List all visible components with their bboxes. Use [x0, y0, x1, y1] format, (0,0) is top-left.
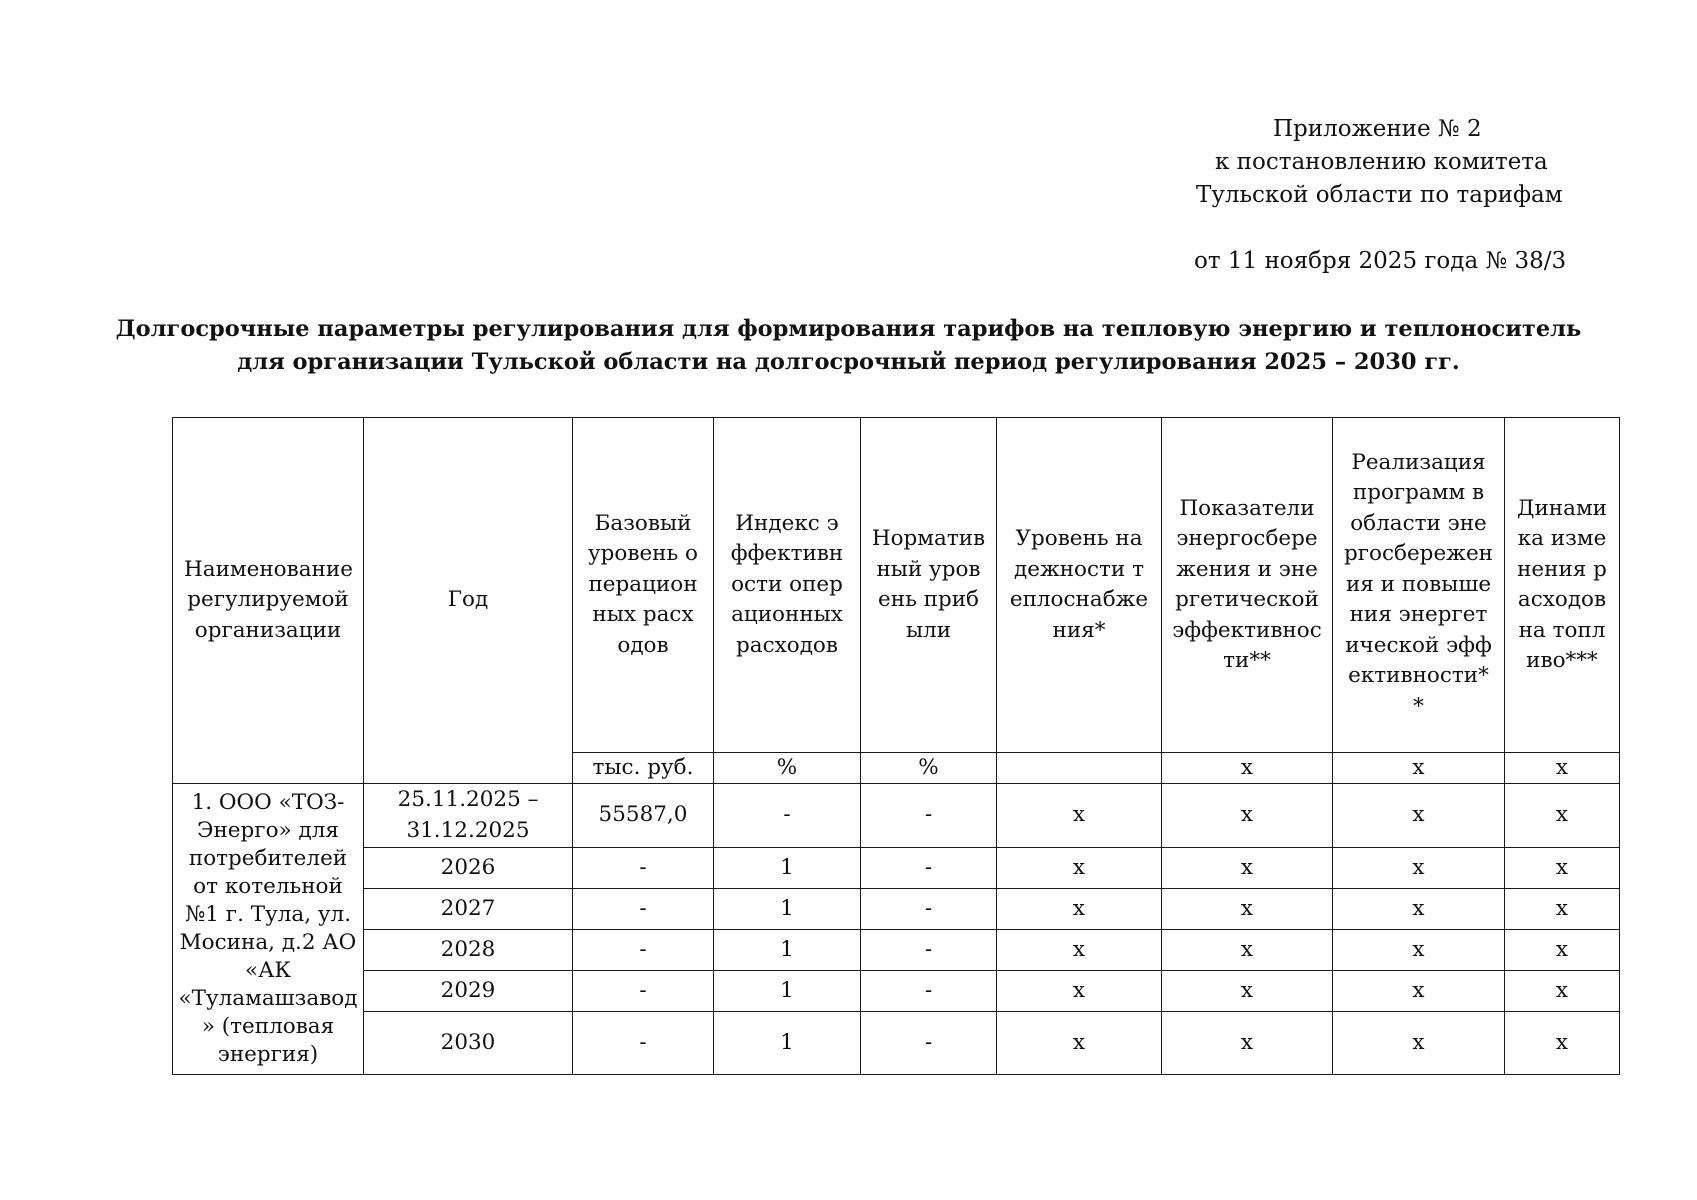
- efficiency-index-cell: 1: [714, 889, 861, 930]
- header-efficiency-index: Индекс эффективности операционных расходов: [714, 418, 861, 753]
- fuel-dynamics-cell: х: [1505, 889, 1620, 930]
- saving-programs-cell: х: [1333, 889, 1505, 930]
- efficiency-index-cell: 1: [714, 930, 861, 971]
- fuel-dynamics-cell: х: [1505, 1012, 1620, 1075]
- fuel-dynamics-cell: х: [1505, 971, 1620, 1012]
- appendix-authority: Тульской области по тарифам: [1196, 182, 1563, 208]
- reliability-cell: х: [997, 848, 1162, 889]
- base-opex-cell: -: [573, 848, 714, 889]
- unit-profit-level: %: [861, 753, 997, 784]
- table-row: [173, 930, 1620, 971]
- regulation-parameters-table: [172, 417, 1620, 1075]
- unit-energy-saving: х: [1162, 753, 1333, 784]
- saving-programs-cell: х: [1333, 930, 1505, 971]
- organization-name: 1. ООО «ТОЗ-Энерго» для потребителей от котельной №1 г. Тула, ул. Мосина, д.2 АО «АК «Туламашзавод» (тепловая энергия): [173, 784, 364, 1075]
- header-row: [173, 418, 1620, 753]
- reliability-cell: х: [997, 784, 1162, 848]
- year-cell: 2027: [364, 889, 573, 930]
- efficiency-index-cell: 1: [714, 971, 861, 1012]
- base-opex-cell: -: [573, 930, 714, 971]
- profit-level-cell: -: [861, 1012, 997, 1075]
- appendix-title: Приложение № 2: [1273, 116, 1482, 142]
- header-fuel-dynamics: Динамика изменения расходов на топливо***: [1505, 418, 1620, 753]
- saving-programs-cell: х: [1333, 1012, 1505, 1075]
- saving-programs-cell: х: [1333, 971, 1505, 1012]
- efficiency-index-cell: 1: [714, 1012, 861, 1075]
- unit-efficiency-index: %: [714, 753, 861, 784]
- appendix-reference: к постановлению комитета: [1215, 149, 1548, 175]
- appendix-date-number: от 11 ноября 2025 года № 38/3: [1194, 248, 1567, 274]
- base-opex-cell: -: [573, 889, 714, 930]
- document-title-line-1: Долгосрочные параметры регулирования для формирования тарифов на тепловую энергию и теплоноситель: [115, 316, 1582, 342]
- reliability-cell: х: [997, 889, 1162, 930]
- year-cell: 2029: [364, 971, 573, 1012]
- energy-saving-cell: х: [1162, 848, 1333, 889]
- table-row: [173, 784, 1620, 848]
- energy-saving-cell: х: [1162, 1012, 1333, 1075]
- reliability-cell: х: [997, 1012, 1162, 1075]
- saving-programs-cell: х: [1333, 848, 1505, 889]
- document-title: [0, 313, 1697, 379]
- reliability-cell: х: [997, 930, 1162, 971]
- energy-saving-cell: х: [1162, 971, 1333, 1012]
- efficiency-index-cell: -: [714, 784, 861, 848]
- unit-saving-programs: х: [1333, 753, 1505, 784]
- year-cell: 2030: [364, 1012, 573, 1075]
- table-row: [173, 1012, 1620, 1075]
- header-reliability: Уровень надежности теплоснабжения*: [997, 418, 1162, 753]
- base-opex-cell: -: [573, 1012, 714, 1075]
- profit-level-cell: -: [861, 848, 997, 889]
- year-cell: 25.11.2025 – 31.12.2025: [364, 784, 573, 848]
- header-base-opex: Базовый уровень операционных расходов: [573, 418, 714, 753]
- energy-saving-cell: х: [1162, 784, 1333, 848]
- header-profit-level: Нормативный уровень прибыли: [861, 418, 997, 753]
- table-row: [173, 971, 1620, 1012]
- saving-programs-cell: х: [1333, 784, 1505, 848]
- header-saving-programs: Реализация программ в области энергосбережения и повышения энергетической эффективности**: [1333, 418, 1505, 753]
- energy-saving-cell: х: [1162, 930, 1333, 971]
- header-organization: Наименование регулируемой организации: [173, 418, 364, 784]
- base-opex-cell: -: [573, 971, 714, 1012]
- table-row: [173, 848, 1620, 889]
- energy-saving-cell: х: [1162, 889, 1333, 930]
- profit-level-cell: -: [861, 930, 997, 971]
- year-cell: 2028: [364, 930, 573, 971]
- appendix-note: [1190, 113, 1590, 278]
- profit-level-cell: -: [861, 784, 997, 848]
- header-year: Год: [364, 418, 573, 784]
- unit-base-opex: тыс. руб.: [573, 753, 714, 784]
- unit-fuel-dynamics: х: [1505, 753, 1620, 784]
- year-cell: 2026: [364, 848, 573, 889]
- fuel-dynamics-cell: х: [1505, 930, 1620, 971]
- unit-reliability: [997, 753, 1162, 784]
- profit-level-cell: -: [861, 971, 997, 1012]
- document-title-line-2: для организации Тульской области на долгосрочный период регулирования 2025 – 2030 гг.: [237, 349, 1460, 375]
- base-opex-cell: 55587,0: [573, 784, 714, 848]
- table-row: [173, 889, 1620, 930]
- header-energy-saving: Показатели энергосбережения и энергетической эффективности**: [1162, 418, 1333, 753]
- reliability-cell: х: [997, 971, 1162, 1012]
- fuel-dynamics-cell: х: [1505, 848, 1620, 889]
- fuel-dynamics-cell: х: [1505, 784, 1620, 848]
- profit-level-cell: -: [861, 889, 997, 930]
- efficiency-index-cell: 1: [714, 848, 861, 889]
